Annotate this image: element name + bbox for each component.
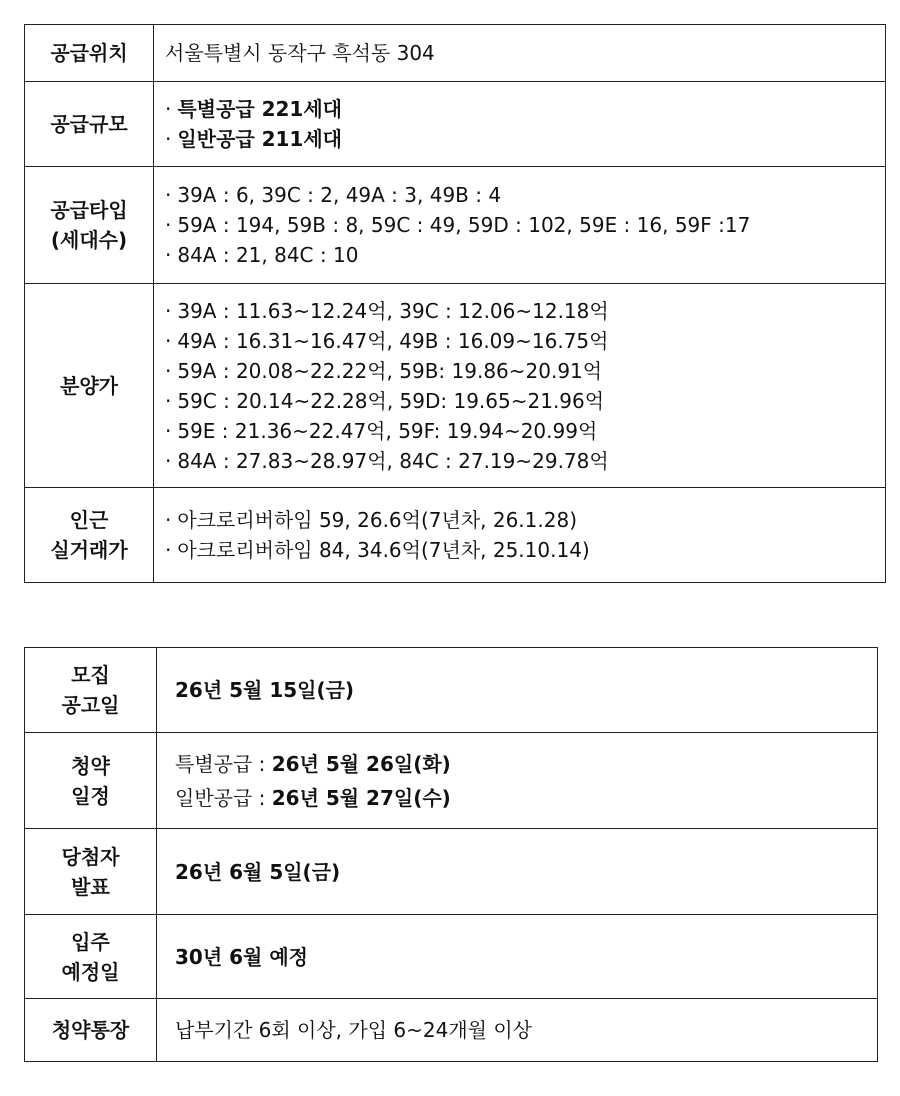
- value-line: [165, 356, 885, 386]
- row-header-label: 일정: [71, 783, 110, 808]
- row-header-label: 모집: [71, 663, 110, 687]
- table-row: [25, 488, 886, 583]
- value-line: [165, 326, 885, 356]
- row-header-label: 당첨자: [61, 844, 120, 869]
- row-header: [25, 82, 154, 167]
- table-row: [25, 829, 878, 915]
- bullet-dot: ·: [165, 127, 172, 151]
- row-header-label: 실거래가: [50, 538, 128, 562]
- value-line: [165, 386, 885, 416]
- value-line: [175, 940, 877, 974]
- value-text: 서울특별시 동작구 흑석동 304: [165, 41, 435, 65]
- value-line: [175, 1013, 877, 1047]
- value-line: [165, 180, 885, 210]
- value-line: [175, 673, 877, 707]
- value-line: [165, 240, 885, 270]
- row-header: [25, 284, 154, 488]
- value-line: [165, 416, 885, 446]
- row-header-label: 입주: [71, 929, 110, 954]
- row-header: [25, 488, 154, 583]
- value-text: 39A : 11.63~12.24억, 39C : 12.06~12.18억: [177, 298, 609, 323]
- value-text: 26년 6월 5일(금): [175, 859, 341, 884]
- table-row: [25, 167, 886, 284]
- bullet-dot: ·: [165, 298, 172, 323]
- supply-info-table: [24, 24, 886, 583]
- row-value: [157, 999, 878, 1062]
- value-text: 26년 5월 15일(금): [175, 678, 355, 702]
- value-line: [165, 535, 885, 565]
- row-header-label: 공급위치: [50, 41, 128, 65]
- value-line: [165, 94, 885, 124]
- value-line: [165, 38, 885, 68]
- row-header-label: 공급타입: [50, 198, 128, 222]
- value-line: [165, 124, 885, 154]
- value-text: 특별공급 :: [175, 751, 272, 776]
- row-header-label: 인근: [69, 508, 109, 532]
- value-text: 39A : 6, 39C : 2, 49A : 3, 49B : 4: [177, 183, 502, 207]
- row-value: [154, 284, 886, 488]
- row-header-label: 발표: [71, 874, 110, 899]
- value-line: [165, 296, 885, 326]
- bullet-dot: ·: [165, 243, 172, 267]
- schedule-table: [24, 647, 878, 1062]
- bullet-dot: ·: [165, 328, 172, 353]
- row-header-label: 청약: [71, 753, 110, 778]
- row-value: [154, 25, 886, 82]
- value-text: 일반공급 :: [175, 785, 272, 810]
- row-header-label: 예정일: [61, 959, 120, 984]
- row-header-label: 공고일: [61, 693, 120, 717]
- row-header-label: (세대수): [50, 228, 128, 252]
- value-text: 59A : 194, 59B : 8, 59C : 49, 59D : 102, 59E : 16, 59F :17: [177, 213, 751, 237]
- value-text: 26년 5월 27일(수): [271, 785, 451, 810]
- value-text: 84A : 21, 84C : 10: [177, 243, 359, 267]
- table-row: [25, 82, 886, 167]
- row-header: [25, 167, 154, 284]
- bullet-dot: ·: [165, 97, 172, 121]
- row-value: [154, 167, 886, 284]
- value-text: 59A : 20.08~22.22억, 59B: 19.86~20.91억: [177, 358, 603, 383]
- value-text: 아크로리버하임 59, 26.6억(7년차, 26.1.28): [177, 508, 577, 532]
- row-header-label: 청약통장: [51, 1018, 130, 1042]
- table-row: [25, 284, 886, 488]
- table-row: [25, 999, 878, 1062]
- value-line: [175, 747, 877, 781]
- value-line: [175, 781, 877, 815]
- bullet-dot: ·: [165, 183, 172, 207]
- value-text: 59E : 21.36~22.47억, 59F: 19.94~20.99억: [177, 418, 598, 443]
- value-text: 30년 6월 예정: [175, 944, 308, 969]
- row-header: [25, 25, 154, 82]
- table-row: [25, 25, 886, 82]
- value-text: 26년 5월 26일(화): [271, 751, 451, 776]
- bullet-dot: ·: [165, 508, 172, 532]
- bullet-dot: ·: [165, 388, 172, 413]
- bullet-dot: ·: [165, 358, 172, 383]
- row-header-label: 공급규모: [50, 112, 128, 136]
- row-value: [157, 915, 878, 999]
- row-value: [154, 488, 886, 583]
- table-row: [25, 733, 878, 829]
- value-text: 49A : 16.31~16.47억, 49B : 16.09~16.75억: [177, 328, 609, 353]
- row-header: [25, 999, 157, 1062]
- table-row: [25, 915, 878, 999]
- row-value: [157, 829, 878, 915]
- row-header: [25, 648, 157, 733]
- row-header-label: 분양가: [60, 373, 118, 398]
- row-header: [25, 733, 157, 829]
- value-line: [165, 210, 885, 240]
- row-value: [157, 648, 878, 733]
- bullet-dot: ·: [165, 538, 172, 562]
- row-header: [25, 829, 157, 915]
- table-row: [25, 648, 878, 733]
- value-line: [165, 505, 885, 535]
- bullet-dot: ·: [165, 448, 172, 473]
- row-value: [157, 733, 878, 829]
- value-text: 84A : 27.83~28.97억, 84C : 27.19~29.78억: [177, 448, 609, 473]
- value-text: 일반공급 211세대: [177, 127, 342, 151]
- value-line: [165, 446, 885, 476]
- bullet-dot: ·: [165, 213, 172, 237]
- value-text: 59C : 20.14~22.28억, 59D: 19.65~21.96억: [177, 388, 605, 413]
- row-value: [154, 82, 886, 167]
- value-text: 아크로리버하임 84, 34.6억(7년차, 25.10.14): [177, 538, 590, 562]
- bullet-dot: ·: [165, 418, 172, 443]
- value-text: 특별공급 221세대: [177, 97, 342, 121]
- row-header: [25, 915, 157, 999]
- value-line: [175, 855, 877, 889]
- value-text: 납부기간 6회 이상, 가입 6~24개월 이상: [175, 1018, 532, 1042]
